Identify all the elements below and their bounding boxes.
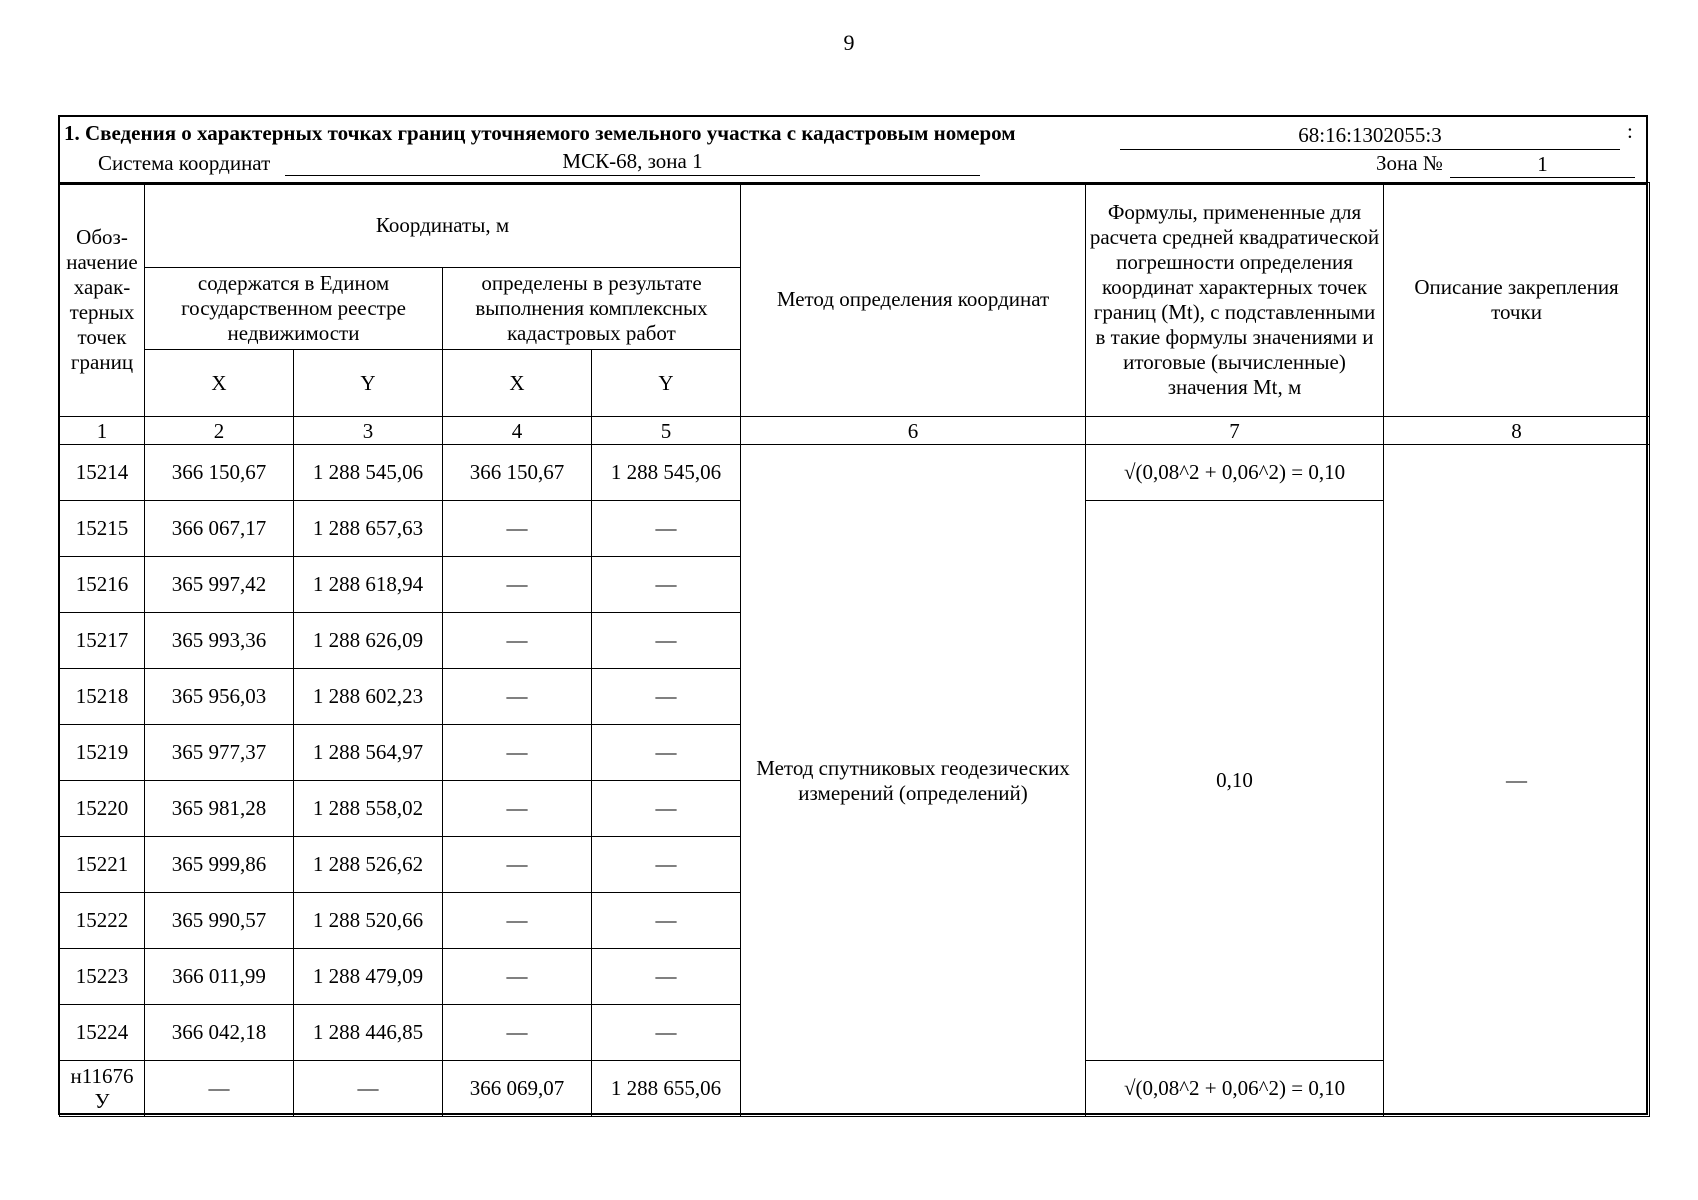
x-egrn: 365 997,42: [145, 557, 294, 613]
point-id: 15220: [60, 781, 145, 837]
y-egrn: 1 288 520,66: [294, 893, 443, 949]
formula-first: √(0,08^2 + 0,06^2) = 0,10: [1086, 445, 1384, 501]
header-x-egrn: X: [145, 350, 294, 417]
document-frame: [58, 115, 1648, 1115]
cadastral-number: 68:16:1302055:3: [1120, 121, 1620, 150]
x-egrn: 365 977,37: [145, 725, 294, 781]
point-id: 15221: [60, 837, 145, 893]
zone-value: 1: [1450, 151, 1635, 178]
x-egrn: 365 999,86: [145, 837, 294, 893]
x-egrn: 365 981,28: [145, 781, 294, 837]
x-complex: —: [443, 1005, 592, 1061]
y-complex: —: [592, 501, 741, 557]
x-complex: —: [443, 557, 592, 613]
x-complex: —: [443, 893, 592, 949]
cadastral-colon: :: [1627, 119, 1633, 143]
point-id: 15217: [60, 613, 145, 669]
y-egrn: 1 288 618,94: [294, 557, 443, 613]
y-complex: —: [592, 781, 741, 837]
header-egrn: содержатся в Едином государственном реестре недвижимости: [145, 268, 443, 350]
column-number: 2: [145, 417, 294, 445]
x-egrn: 365 993,36: [145, 613, 294, 669]
y-complex: —: [592, 669, 741, 725]
y-egrn: 1 288 657,63: [294, 501, 443, 557]
column-number: 7: [1086, 417, 1384, 445]
header-x-complex: X: [443, 350, 592, 417]
column-number: 4: [443, 417, 592, 445]
y-egrn: 1 288 526,62: [294, 837, 443, 893]
header-designation: Обоз- начение харак- терных точек границ: [60, 183, 145, 417]
x-complex: 366 150,67: [443, 445, 592, 501]
x-complex: —: [443, 781, 592, 837]
y-complex: —: [592, 557, 741, 613]
header-y-complex: Y: [592, 350, 741, 417]
method-value: Метод спутниковых геодезических измерений (определений): [741, 445, 1086, 1117]
x-complex: —: [443, 949, 592, 1005]
column-number: 3: [294, 417, 443, 445]
x-complex: —: [443, 669, 592, 725]
header-method: Метод определения координат: [741, 183, 1086, 417]
page-number: 9: [843, 30, 855, 55]
column-number: 6: [741, 417, 1086, 445]
y-complex: —: [592, 837, 741, 893]
y-egrn: 1 288 479,09: [294, 949, 443, 1005]
y-egrn: 1 288 545,06: [294, 445, 443, 501]
point-id: 15222: [60, 893, 145, 949]
column-number: 5: [592, 417, 741, 445]
y-complex: 1 288 655,06: [592, 1061, 741, 1117]
point-id: 15224: [60, 1005, 145, 1061]
y-complex: —: [592, 613, 741, 669]
x-complex: —: [443, 613, 592, 669]
x-complex: —: [443, 837, 592, 893]
column-number: 1: [60, 417, 145, 445]
x-egrn: 365 990,57: [145, 893, 294, 949]
x-complex: —: [443, 501, 592, 557]
x-complex: 366 069,07: [443, 1061, 592, 1117]
y-complex: —: [592, 725, 741, 781]
column-number: 8: [1384, 417, 1650, 445]
point-id: 15215: [60, 501, 145, 557]
header-y-egrn: Y: [294, 350, 443, 417]
zone-label: Зона №: [1376, 151, 1443, 175]
y-egrn: 1 288 558,02: [294, 781, 443, 837]
point-id: 15214: [60, 445, 145, 501]
coord-system-label: Система координат: [98, 151, 271, 175]
coord-system-value: МСК-68, зона 1: [285, 147, 980, 176]
y-complex: —: [592, 893, 741, 949]
y-egrn: 1 288 626,09: [294, 613, 443, 669]
header-complex: определены в результате выполнения комплексных кадастровых работ: [443, 268, 741, 350]
y-egrn: 1 288 564,97: [294, 725, 443, 781]
x-egrn: 365 956,03: [145, 669, 294, 725]
y-complex: 1 288 545,06: [592, 445, 741, 501]
x-complex: —: [443, 725, 592, 781]
boundary-points-table: [59, 182, 1650, 1117]
x-egrn: 366 067,17: [145, 501, 294, 557]
x-egrn: 366 042,18: [145, 1005, 294, 1061]
header-coordinates: Координаты, м: [145, 183, 741, 268]
formula-middle: 0,10: [1086, 501, 1384, 1061]
y-complex: —: [592, 1005, 741, 1061]
formula-last: √(0,08^2 + 0,06^2) = 0,10: [1086, 1061, 1384, 1117]
description-value: —: [1384, 445, 1650, 1117]
section-header: [60, 117, 1646, 185]
x-egrn: 366 011,99: [145, 949, 294, 1005]
y-egrn: —: [294, 1061, 443, 1117]
section-title: 1. Сведения о характерных точках границ уточняемого земельного участка с кадастровым номером: [64, 121, 1016, 145]
point-id: 15223: [60, 949, 145, 1005]
x-egrn: 366 150,67: [145, 445, 294, 501]
point-id: н11676 У: [60, 1061, 145, 1117]
header-description: Описание закрепления точки: [1384, 183, 1650, 417]
y-complex: —: [592, 949, 741, 1005]
point-id: 15219: [60, 725, 145, 781]
point-id: 15218: [60, 669, 145, 725]
table-row: [60, 445, 1650, 501]
y-egrn: 1 288 602,23: [294, 669, 443, 725]
x-egrn: —: [145, 1061, 294, 1117]
point-id: 15216: [60, 557, 145, 613]
header-formulas: Формулы, примененные для расчета средней квадратической погрешности определения координат характерных точек границ (Mt), с подставленными в такие формулы значениями и итоговые (вычисленные) значения Mt, м: [1086, 183, 1384, 417]
y-egrn: 1 288 446,85: [294, 1005, 443, 1061]
